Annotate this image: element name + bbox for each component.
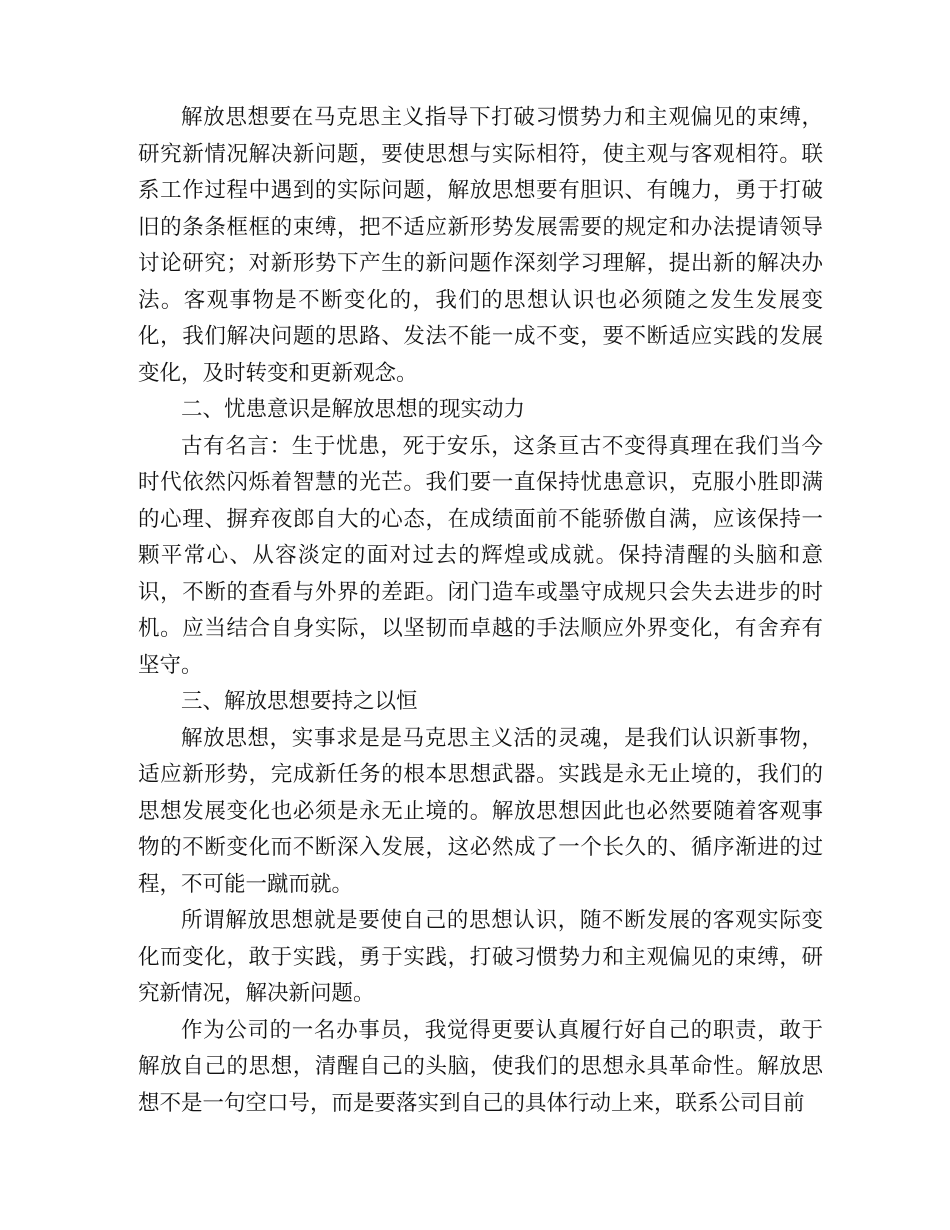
section-heading-3: 三、解放思想要持之以恒 xyxy=(181,689,418,714)
paragraph-definition: 所谓解放思想就是要使自己的思想认识，随不断发展的客观实际变化而变化，敢于实践，勇于实践，打破习惯势力和主观偏见的束缚，研究新情况，解决新问题。 xyxy=(138,908,823,1006)
document-body xyxy=(138,100,823,1122)
section-heading-2: 二、忧患意识是解放思想的现实动力 xyxy=(181,397,526,422)
paragraph-seek-truth: 解放思想，实事求是是马克思主义活的灵魂，是我们认识新事物，适应新形势，完成新任务的根本思想武器。实践是永无止境的，我们的思想发展变化也必须是永无止境的。解放思想因此也必然要随着客观事物的不断变化而不断深入发展，这必然成了一个长久的、循序渐进的过程，不可能一蹴而就。 xyxy=(138,725,823,897)
paragraph-clerk-duty: 作为公司的一名办事员，我觉得更要认真履行好自己的职责，敢于解放自己的思想，清醒自己的头脑，使我们的思想永具革命性。解放思想不是一句空口号，而是要落实到自己的具体行动上来，联系公司目前 xyxy=(138,1017,823,1116)
paragraph-liberate-thought-guidance: 解放思想要在马克思主义指导下打破习惯势力和主观偏见的束缚，研究新情况解决新问题，要使思想与实际相符，使主观与客观相符。联系工作过程中遇到的实际问题，解放思想要有胆识、有魄力，勇于打破旧的条条框框的束缚，把不适应新形势发展需要的规定和办法提请领导讨论研究；对新形势下产生的新问题作深刻学习理解，提出新的解决办法。客观事物是不断变化的，我们的思想认识也必须随之发生发展变化，我们解决问题的思路、发法不能一成不变，要不断适应实践的发展变化，及时转变和更新观念。 xyxy=(138,105,823,386)
paragraph-sense-of-crisis: 古有名言：生于忧患，死于安乐，这条亘古不变得真理在我们当今时代依然闪烁着智慧的光芒。我们要一直保持忧患意识，克服小胜即满的心理、摒弃夜郎自大的心态，在成绩面前不能骄傲自满，应该保持一颗平常心、从容淡定的面对过去的辉煌或成就。保持清醒的头脑和意识，不断的查看与外界的差距。闭门造车或墨守成规只会失去进步的时机。应当结合自身实际，以坚韧而卓越的手法顺应外界变化，有舍弃有坚守。 xyxy=(138,433,823,678)
